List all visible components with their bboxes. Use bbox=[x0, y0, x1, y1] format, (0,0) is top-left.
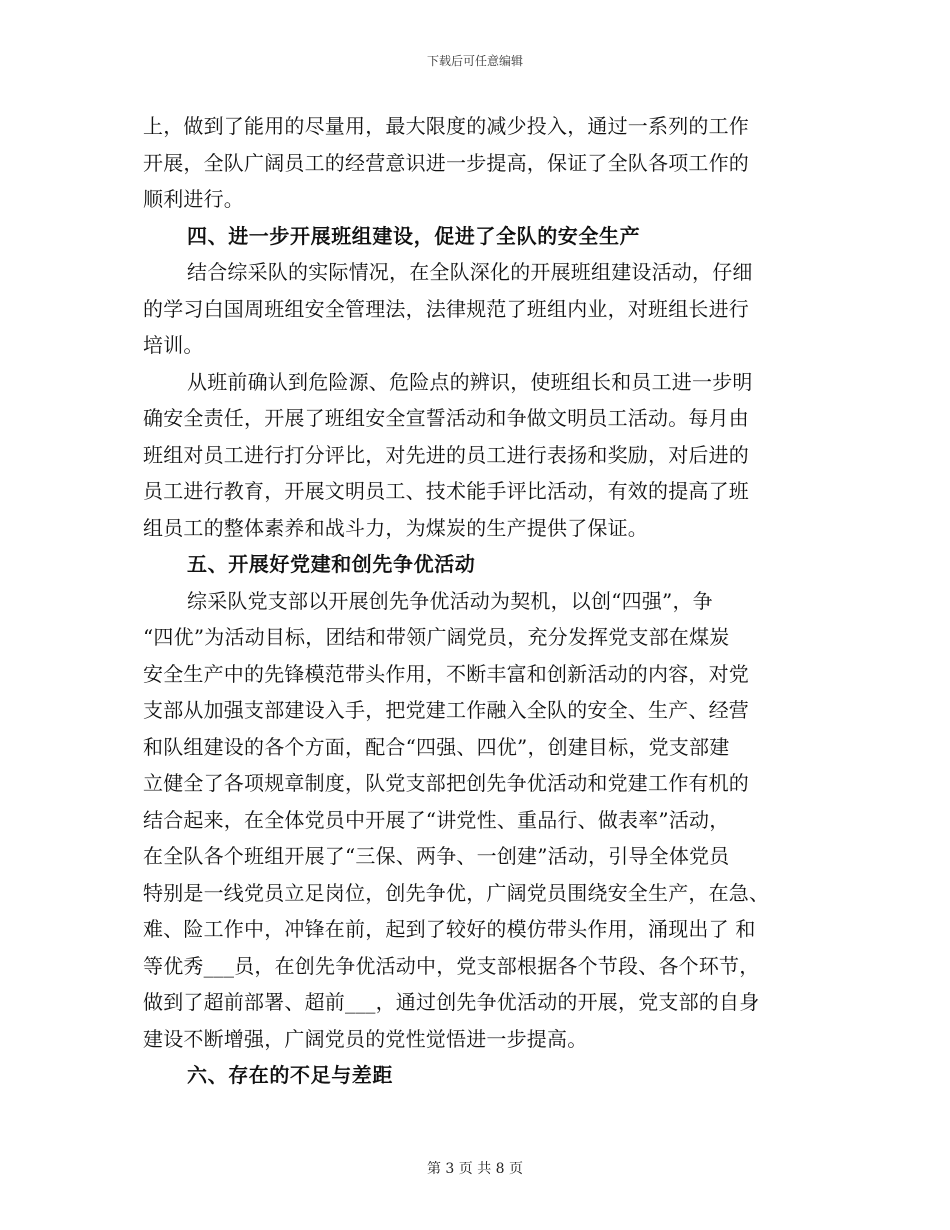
body-line: 等优秀___员，在创先争优活动中，党支部根据各个节段、各个环节， bbox=[143, 953, 760, 978]
paragraph-first-line: 从班前确认到危险源、危险点的辨识，使班组长和员工进一步明 bbox=[187, 369, 753, 394]
body-line: 结合起来，在全体党员中开展了“讲党性、重品行、做表率”活动， bbox=[143, 807, 730, 832]
body-line: 确安全责任，开展了班组安全宣誓活动和争做文明员工活动。每月由 bbox=[143, 406, 749, 430]
body-line: 组员工的整体素养和战斗力，为煤炭的生产提供了保证。 bbox=[143, 515, 648, 540]
body-line: 和队组建设的各个方面，配合“四强、四优”，创建目标，党支部建 bbox=[143, 734, 730, 759]
document-body bbox=[143, 108, 807, 1094]
body-line: 安全生产中的先锋模范带头作用，不断丰富和创新活动的内容，对党 bbox=[143, 661, 749, 686]
page-header: 下载后可任意编辑 bbox=[426, 54, 523, 68]
body-line: 上，做到了能用的尽量用，最大限度的减少投入，通过一系列的工作 bbox=[143, 114, 749, 138]
paragraph-first-line: 综采队党支部以开展创先争优活动为契机，以创“四强”，争 bbox=[187, 588, 713, 613]
page-footer: 第 3 页 共 8 页 bbox=[426, 1161, 524, 1177]
body-line: 特别是一线党员立足岗位，创先争优，广阔党员围绕安全生产，在急、 bbox=[143, 880, 770, 905]
body-line: 员工进行教育，开展文明员工、技术能手评比活动，有效的提高了班 bbox=[143, 479, 749, 503]
body-line: 在全队各个班组开展了“三保、两争、一创建”活动，引导全体党员 bbox=[143, 844, 730, 868]
body-line: 做到了超前部署、超前___，通过创先争优活动的开展，党支部的自身 bbox=[143, 990, 760, 1014]
body-line: 支部从加强支部建设入手，把党建工作融入全队的安全、生产、经营 bbox=[143, 698, 749, 722]
body-line: 班组对员工进行打分评比，对先进的员工进行表扬和奖励，对后进的 bbox=[143, 442, 749, 467]
body-line: 建设不断增强，广阔党员的党性觉悟进一步提高。 bbox=[143, 1026, 588, 1051]
body-line: 难、险工作中，冲锋在前，起到了较好的模仿带头作用，涌现出了 和 bbox=[143, 917, 756, 941]
body-line: 顺利进行。 bbox=[143, 187, 244, 211]
body-line: “四优”为活动目标，团结和带领广阔党员，充分发挥党支部在煤炭 bbox=[143, 625, 730, 649]
body-line: 立健全了各项规章制度，队党支部把创先争优活动和党建工作有机的 bbox=[143, 771, 749, 795]
paragraph-first-line: 结合综采队的实际情况，在全队深化的开展班组建设活动，仔细 bbox=[187, 260, 753, 284]
section-heading-5: 五、开展好党建和创先争优活动 bbox=[187, 552, 476, 576]
section-heading-6: 六、存在的不足与差距 bbox=[187, 1063, 393, 1087]
section-heading-4: 四、进一步开展班组建设，促进了全队的安全生产 bbox=[187, 223, 641, 248]
body-line: 的学习白国周班组安全管理法，法律规范了班组内业，对班组长进行 bbox=[143, 296, 749, 321]
body-line: 培训。 bbox=[143, 333, 204, 357]
body-line: 开展，全队广阔员工的经营意识进一步提高，保证了全队各项工作的 bbox=[143, 150, 749, 175]
